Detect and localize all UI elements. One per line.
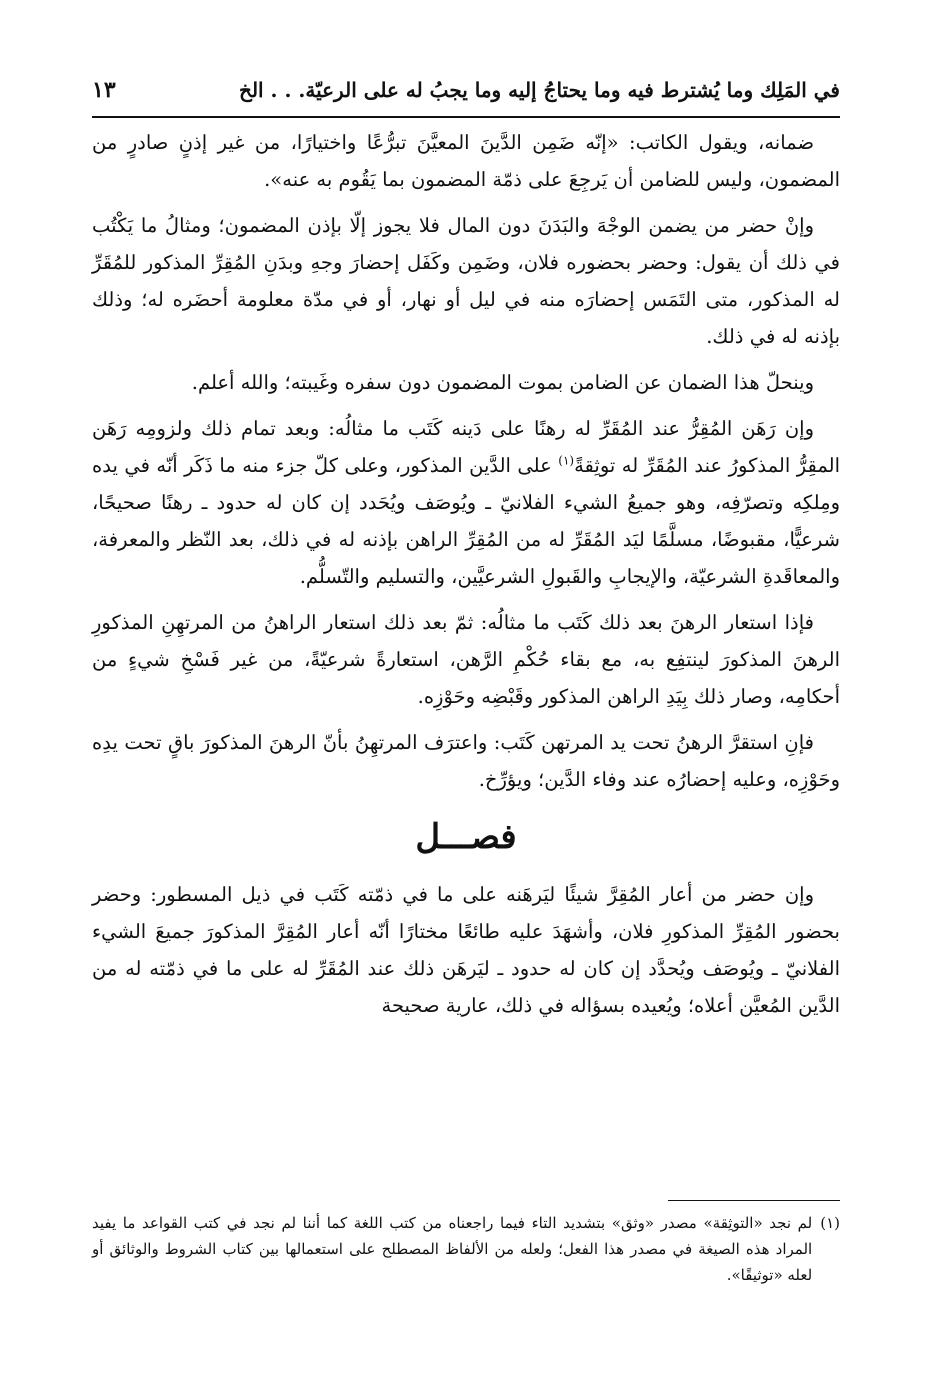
paragraph-text: وإن رَهَن المُقِرُّ عند المُقَرِّ له رهنًا على دَينه كَتَب ما مثالُه: وبعد تمام ذلك ولزومِه رَهَن المقِرُّ المذكورُ عند المُقَرِّ له توثِقةً — [92, 417, 840, 477]
footnote-rule — [668, 1200, 840, 1201]
footnote-number: (١) — [820, 1214, 840, 1232]
paragraph: فإنِ استقرَّ الرهنُ تحت يد المرتهن كَتَب: واعترَف المرتهِنُ بأنّ الرهنَ المذكورَ باقٍ تحت يدِه وحَوْزِه، وعليه إحضارُه عند وفاء الدَّين؛ ويؤرِّخ. — [92, 731, 840, 791]
header-rule — [92, 116, 840, 118]
section-title: فصـــل — [415, 817, 517, 857]
paragraph: ضمانه، ويقول الكاتب: «إنّه ضَمِن الدَّينَ المعيَّنَ تبرُّعًا واختيارًا، من غير إذنٍ صادرٍ من المضمون، وليس للضامن أن يَرجِعَ على ذمّة المضمون بما يَقُوم به عنه». — [92, 131, 840, 191]
page-number: ١٣ — [92, 77, 116, 103]
paragraph-rahn — [92, 410, 840, 595]
main-text — [92, 124, 840, 1033]
footnote-reference: (١) — [558, 453, 575, 468]
paragraph: وإنْ حضر من يضمن الوجْهَ والبَدَنَ دون المال فلا يجوز إلّا بإذن المضمون؛ ومثالُ ما يَكْتُب في ذلك أن يقول: وحضر بحضوره فلان، وضَمِن وكَفَل إحضارَ وجهِ وبدَنِ المُقِرِّ المذكور للمُقَرِّ له المذكور، متى التَمَس إحضارَه منه في ليل أو نهار، أو في مدّة معلومة أحضَره له؛ وذلك بإذنه له في ذلك. — [92, 214, 840, 348]
footnote-text: لم نجد «التوثِقة» مصدر «وثق» بتشديد التاء فيما راجعناه من كتب اللغة كما أننا لم نجد في كتب القواعد ما يفيد المراد هذه الصيغة في مصدر هذا الفعل؛ ولعله من الألفاظ المصطلح على استعمالها بين كتاب الشروط والوثائق أو لعله «توثيقًا». — [92, 1214, 813, 1284]
paragraph: وإن حضر من أعار المُقِرَّ شيئًا ليَرهَنه على ما في ذمّته كَتَب في ذيل المسطور: وحضر بحضور المُقِرِّ المذكورِ فلان، وأشهَدَ عليه طائعًا مختارًا أنّه أعار المُقِرَّ المذكورَ جميعَ الشيء الفلانيّ ـ ويُوصَف ويُحدَّد إن كان له حدود ـ ليَرهَن ذلك عند المُقَرِّ له على ما في ذمّته له من الدَّين المُعيَّن أعلاه؛ ويُعيده بسؤاله في ذلك، عارية صحيحة — [92, 883, 840, 1017]
page-header — [92, 68, 840, 112]
paragraph: فإذا استعار الرهنَ بعد ذلك كَتَب ما مثالُه: ثمّ بعد ذلك استعار الراهنُ من المرتهِنِ المذكورِ الرهنَ المذكورَ لينتفِع به، مع بقاء حُكْمِ الرَّهن، استعارةً شرعيّةً، من غير فَسْخِ شيءٍ من أحكامِه، وصار ذلك بِيَدِ الراهن المذكور وقَبْضِه وحَوْزِه. — [92, 611, 840, 708]
paragraph: وينحلّ هذا الضمان عن الضامن بموت المضمون دون سفره وغَيبته؛ والله أعلم. — [191, 371, 814, 394]
footnotes — [92, 1210, 840, 1288]
running-title: في المَلِك وما يُشترط فيه وما يحتاجُ إليه وما يجبُ له على الرعيّة. . . الخ — [239, 78, 840, 102]
paragraph-text: على الدَّين المذكور، وعلى كلّ جزء منه ما ذَكَر أنّه في يده ومِلكِه وتصرّفِه، وهو جميعُ الشيء الفلانيّ ـ ويُوصَف ويُحَدد إن كان له حدود ـ رهنًا صحيحًا، شرعيًّا، مقبوضًا، مسلَّمًا ليَد المُقَرِّ له من المُقِرِّ الراهن بإذنه له في ذلك، بعد النّظر والمعرفة، والمعاقَدةِ الشرعيّة، والإيجابِ والقَبولِ الشرعيَّين، والتسليم والتّسلُّم. — [92, 454, 840, 588]
footnote — [92, 1210, 840, 1288]
